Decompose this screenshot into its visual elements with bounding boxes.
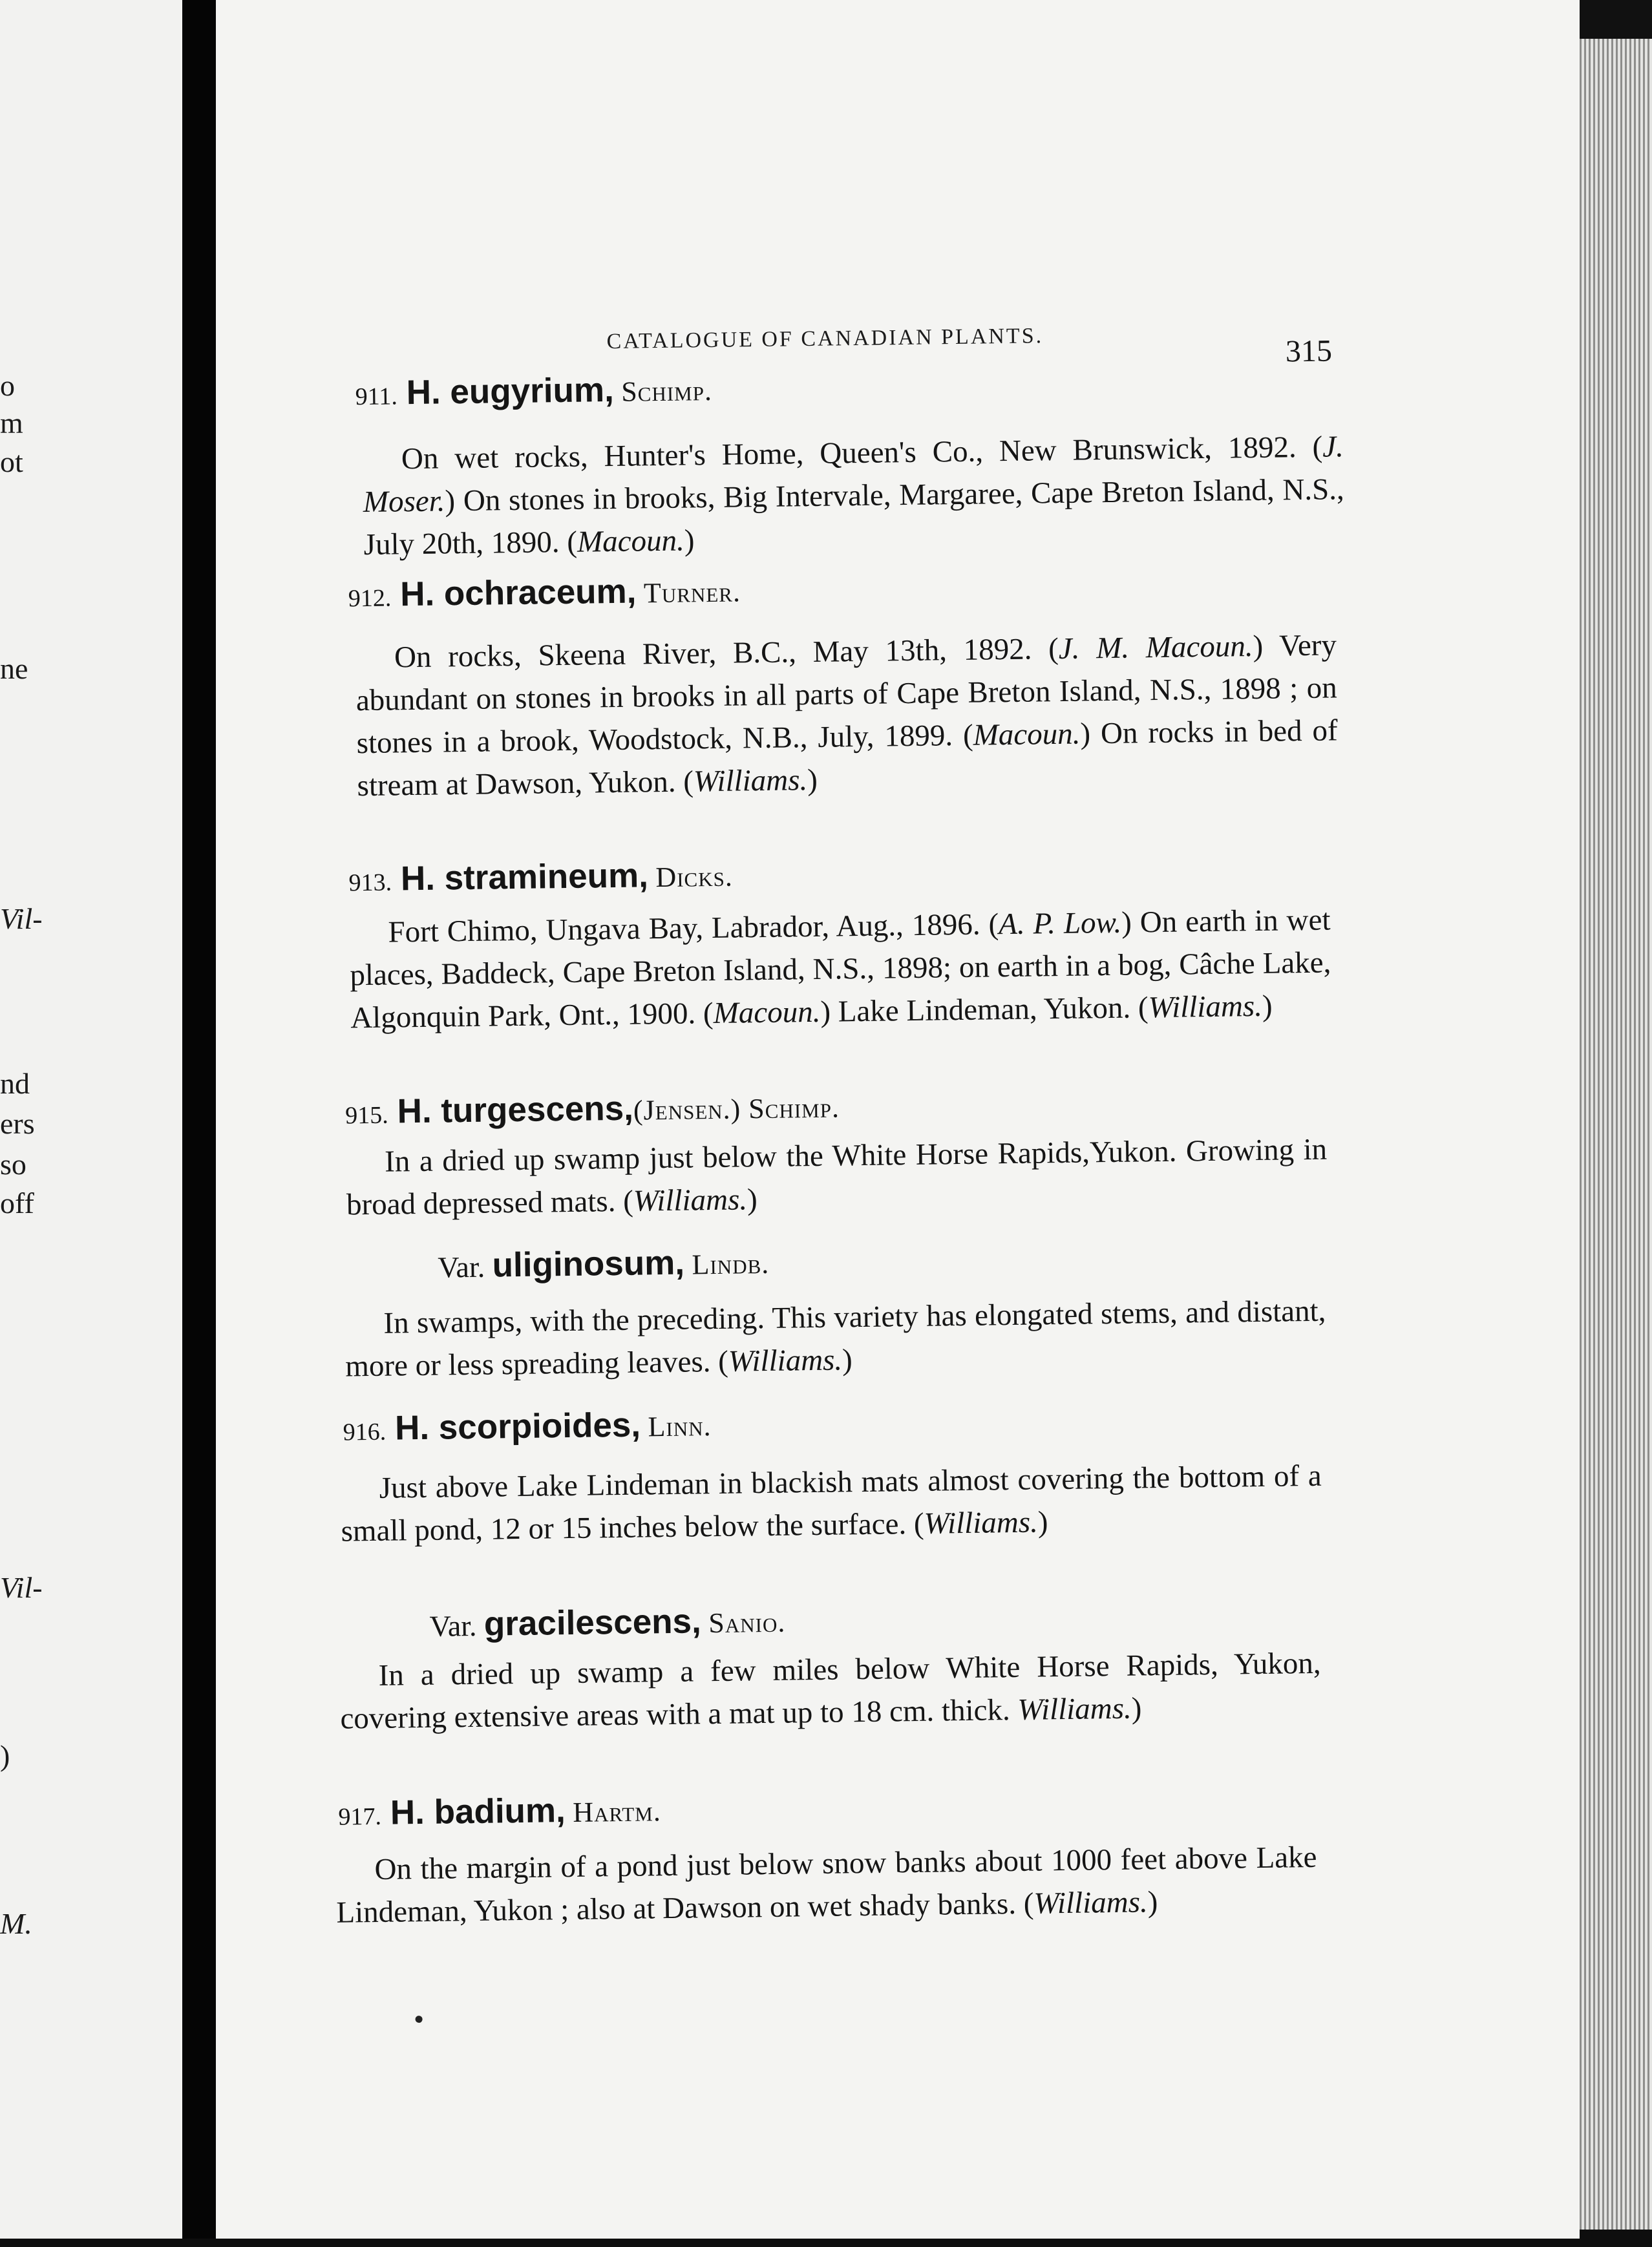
author-abbrev: Dicks.	[655, 860, 734, 894]
entry-description	[335, 1836, 1318, 1934]
description-text: In a dried up swamp a few miles below White Horse Rapids, Yukon, covering extensive areas with a mat up to 18 cm. thick.	[340, 1646, 1321, 1736]
page-content	[202, 0, 1594, 2247]
variety-heading	[429, 1601, 785, 1645]
description-text: )	[1037, 1505, 1048, 1539]
description-paragraph	[355, 624, 1339, 807]
left-margin-fragment: Vil-	[0, 1571, 43, 1604]
left-margin-fragment: so	[0, 1148, 26, 1181]
collector-citation: Williams.	[693, 763, 808, 799]
collector-citation: Macoun.	[973, 717, 1081, 752]
left-margin-fragment: ers	[0, 1107, 35, 1140]
facing-page-fragment	[0, 0, 182, 2239]
variety-name: gracilescens,	[483, 1602, 702, 1643]
description-paragraph	[346, 1128, 1328, 1227]
description-text: )	[1131, 1691, 1142, 1725]
description-paragraph	[344, 1290, 1327, 1388]
entry-heading	[348, 570, 741, 615]
collector-citation: Williams.	[1148, 989, 1263, 1025]
description-text: In swamps, with the preceding. This variety has elongated stems, and distant, more or less spreading leaves. (	[345, 1294, 1326, 1384]
author-abbrev: Sanio.	[708, 1606, 786, 1640]
description-paragraph	[340, 1455, 1322, 1553]
description-text: )	[1147, 1885, 1158, 1919]
description-text: )	[684, 523, 695, 558]
description-text: )	[1262, 989, 1273, 1023]
species-name: H. badium,	[390, 1791, 566, 1832]
entry-description	[340, 1455, 1322, 1553]
collector-citation: J. M. Macoun.	[1058, 629, 1253, 666]
collector-citation: Williams.	[1017, 1691, 1132, 1727]
description-text: )	[807, 763, 818, 797]
page-stack-edge	[1580, 39, 1652, 2230]
species-name: H. eugyrium,	[406, 370, 615, 412]
description-text: On the margin of a pond just below snow banks about 1000 feet above Lake Lindeman, Yukon ; also at Dawson on wet shady banks. (	[336, 1840, 1317, 1930]
collector-citation: Macoun.	[577, 523, 685, 559]
description-text: ) On stones in brooks, Big Intervale, Margaree, Cape Breton Island, N.S., July 20th, 1890. (	[363, 472, 1345, 562]
entry-heading	[343, 1404, 712, 1448]
book-page	[216, 0, 1580, 2239]
entry-heading	[345, 1086, 840, 1132]
left-margin-fragment: ne	[0, 652, 28, 685]
variety-label: Var.	[429, 1609, 477, 1643]
collector-citation: Williams.	[633, 1183, 748, 1218]
species-name: H. scorpioides,	[394, 1406, 641, 1448]
entry-number: 917.	[338, 1802, 382, 1831]
entry-number: 913.	[348, 869, 392, 897]
collector-citation: J. Moser.	[363, 430, 1344, 520]
species-name: H. turgescens,	[397, 1089, 634, 1131]
description-text: ) On earth in wet places, Baddeck, Cape Breton Island, N.S., 1898; on earth in a bog, Câche Lake, Algonquin Park, Ont., 1900. (	[350, 903, 1331, 1035]
entry-heading	[355, 369, 712, 413]
description-text: Fort Chimo, Ungava Bay, Labrador, Aug., 1896. (	[388, 907, 999, 949]
entry-number: 911.	[355, 383, 398, 411]
entry-number: 915.	[345, 1101, 389, 1130]
description-text: ) Lake Lindeman, Yukon. (	[820, 991, 1149, 1029]
left-margin-fragment: Vil-	[0, 902, 43, 935]
description-paragraph	[349, 898, 1331, 1039]
left-margin-fragment: nd	[0, 1067, 30, 1100]
variety-name: uliginosum,	[492, 1243, 685, 1285]
entry-description	[363, 425, 1345, 566]
entry-description	[349, 898, 1331, 1039]
author-abbrev: (Jensen.) Schimp.	[633, 1092, 840, 1126]
description-paragraph	[335, 1836, 1318, 1934]
description-text: )	[747, 1183, 758, 1217]
author-abbrev: Linn.	[648, 1410, 712, 1443]
description-paragraph	[339, 1642, 1322, 1740]
entry-description	[355, 624, 1339, 807]
description-text: ) Very abundant on stones in brooks in all parts of Cape Breton Island, N.S., 1898 ; on stones in a brook, Woodstock, N.B., July, 1899. (	[355, 628, 1338, 761]
entry-description	[339, 1642, 1322, 1740]
description-text: On wet rocks, Hunter's Home, Queen's Co., New Brunswick, 1892. (	[401, 430, 1323, 476]
collector-citation: Williams.	[1033, 1885, 1149, 1921]
author-abbrev: Turner.	[643, 576, 741, 609]
variety-heading	[438, 1242, 770, 1286]
description-paragraph	[363, 425, 1345, 566]
species-name: H. ochraceum,	[399, 572, 637, 614]
collector-citation: Williams.	[728, 1343, 843, 1378]
left-margin-fragment: m	[0, 406, 23, 439]
entry-number: 912.	[348, 584, 392, 613]
description-text: In a dried up swamp just below the White Horse Rapids,Yukon. Growing in broad depressed mats. (	[346, 1132, 1328, 1222]
author-abbrev: Hartm.	[573, 1795, 662, 1828]
entry-description	[346, 1128, 1328, 1227]
running-head: CATALOGUE OF CANADIAN PLANTS.	[606, 324, 1044, 354]
page-number: 315	[1285, 333, 1333, 369]
description-text: ) On rocks in bed of stream at Dawson, Yukon. (	[357, 713, 1338, 803]
left-margin-fragment: )	[0, 1739, 10, 1772]
description-text: On rocks, Skeena River, B.C., May 13th, 1892. (	[394, 631, 1059, 675]
description-text: )	[842, 1343, 853, 1377]
entry-heading	[338, 1789, 661, 1833]
author-abbrev: Lindb.	[692, 1247, 770, 1281]
entry-description	[344, 1290, 1327, 1388]
species-name: H. stramineum,	[400, 856, 649, 898]
entry-heading	[348, 855, 733, 900]
entry-number: 916.	[343, 1418, 387, 1446]
left-margin-fragment: ot	[0, 445, 23, 478]
left-margin-fragment: off	[0, 1187, 34, 1219]
collector-citation: Williams.	[924, 1505, 1039, 1541]
ink-speck	[416, 2016, 423, 2023]
left-margin-fragment: M.	[0, 1907, 32, 1940]
left-margin-fragment: o	[0, 369, 15, 402]
author-abbrev: Schimp.	[620, 374, 713, 408]
collector-citation: Macoun.	[713, 995, 821, 1031]
collector-citation: A. P. Low.	[998, 905, 1122, 942]
page-edge-shadow	[1580, 0, 1652, 39]
description-text: Just above Lake Lindeman in blackish mats almost covering the bottom of a small pond, 12 or 15 inches below the surface. (	[341, 1459, 1322, 1548]
variety-label: Var.	[438, 1250, 485, 1284]
